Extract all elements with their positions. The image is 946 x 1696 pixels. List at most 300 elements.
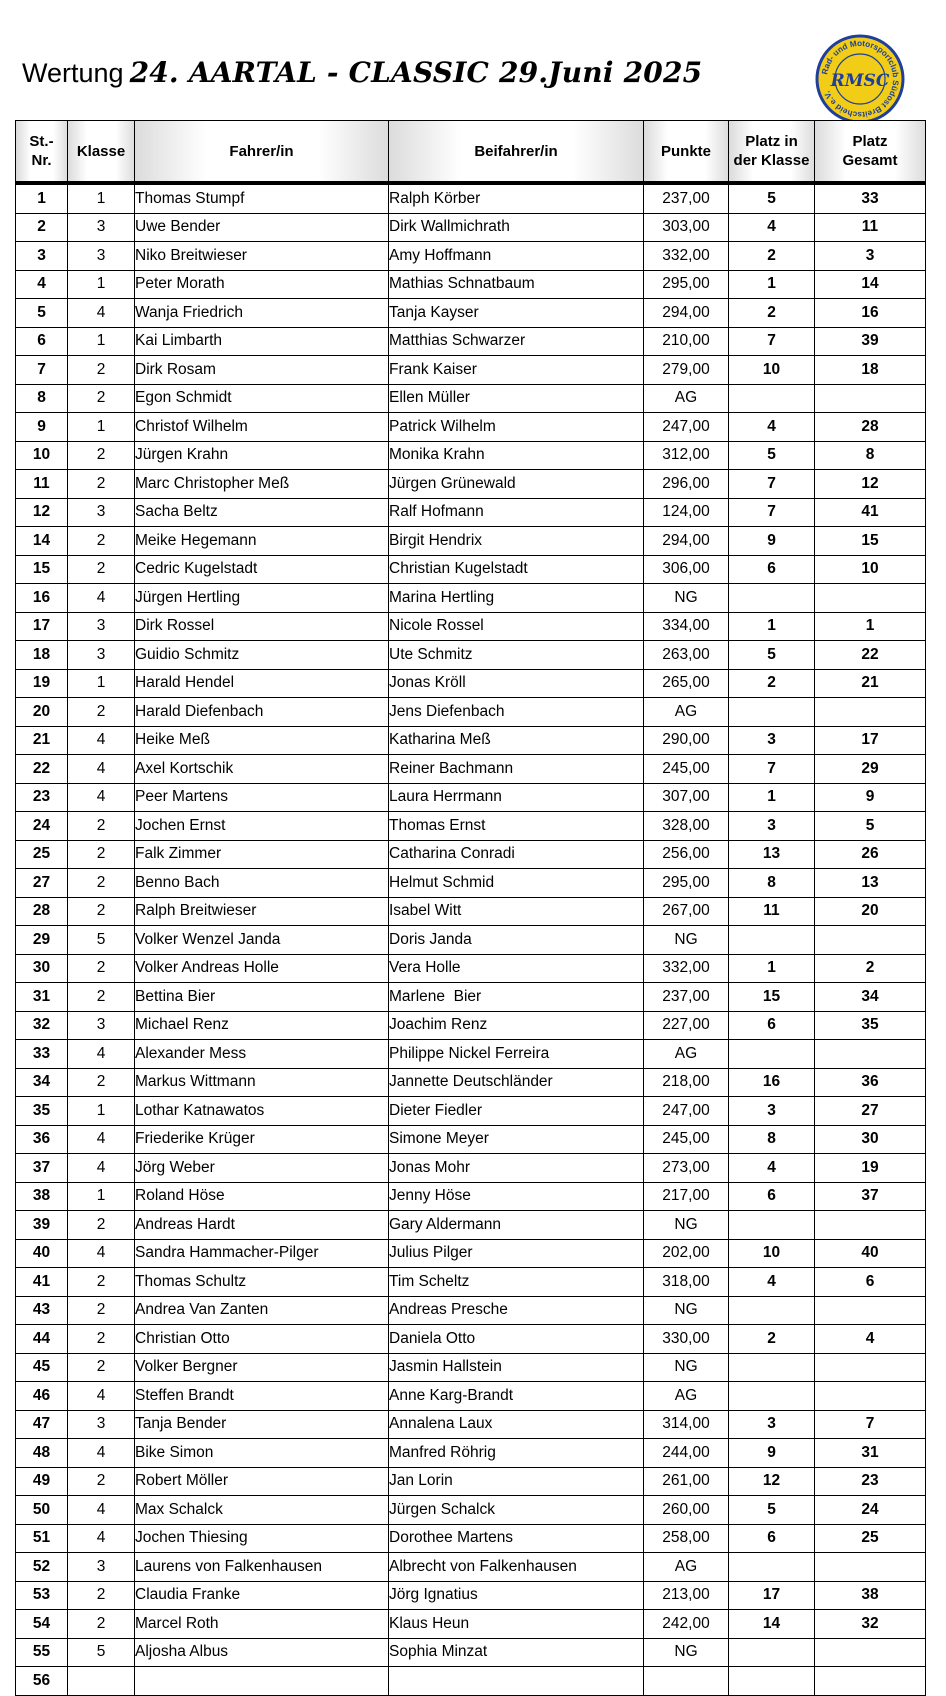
fahrer-cell: Thomas Schultz	[135, 1268, 389, 1297]
platz-klasse-cell: 2	[729, 1325, 815, 1354]
beifahrer-cell: Ute Schmitz	[389, 641, 644, 670]
punkte-cell: 332,00	[644, 954, 729, 983]
fahrer-cell	[135, 1667, 389, 1696]
beifahrer-cell	[389, 1667, 644, 1696]
platz-klasse-cell: 5	[729, 183, 815, 213]
punkte-cell: 295,00	[644, 270, 729, 299]
platz-gesamt-cell	[815, 1040, 926, 1069]
beifahrer-cell: Frank Kaiser	[389, 356, 644, 385]
platz-gesamt-cell: 27	[815, 1097, 926, 1126]
platz-klasse-cell	[729, 926, 815, 955]
start-nr-cell: 9	[16, 413, 68, 442]
beifahrer-cell: Jannette Deutschländer	[389, 1068, 644, 1097]
platz-klasse-cell: 1	[729, 954, 815, 983]
klasse-cell: 2	[68, 555, 135, 584]
klasse-cell: 3	[68, 612, 135, 641]
fahrer-cell: Aljosha Albus	[135, 1638, 389, 1667]
punkte-cell: NG	[644, 926, 729, 955]
fahrer-cell: Cedric Kugelstadt	[135, 555, 389, 584]
platz-gesamt-cell	[815, 1353, 926, 1382]
platz-klasse-cell: 9	[729, 527, 815, 556]
start-nr-cell: 53	[16, 1581, 68, 1610]
platz-klasse-cell: 13	[729, 840, 815, 869]
platz-gesamt-cell: 39	[815, 327, 926, 356]
start-nr-cell: 7	[16, 356, 68, 385]
table-row	[16, 783, 926, 812]
start-nr-cell: 18	[16, 641, 68, 670]
table-row	[16, 612, 926, 641]
header-start-nr: St.- Nr.	[16, 121, 68, 184]
table-row	[16, 498, 926, 527]
platz-klasse-cell: 17	[729, 1581, 815, 1610]
fahrer-cell: Jürgen Hertling	[135, 584, 389, 613]
platz-gesamt-cell: 14	[815, 270, 926, 299]
platz-gesamt-cell: 6	[815, 1268, 926, 1297]
platz-klasse-cell: 5	[729, 641, 815, 670]
punkte-cell: 247,00	[644, 413, 729, 442]
platz-klasse-cell	[729, 384, 815, 413]
beifahrer-cell: Christian Kugelstadt	[389, 555, 644, 584]
punkte-cell: 332,00	[644, 242, 729, 271]
fahrer-cell: Sandra Hammacher-Pilger	[135, 1239, 389, 1268]
start-nr-cell: 47	[16, 1410, 68, 1439]
punkte-cell: 294,00	[644, 299, 729, 328]
start-nr-cell: 35	[16, 1097, 68, 1126]
punkte-cell: 265,00	[644, 669, 729, 698]
start-nr-cell: 49	[16, 1467, 68, 1496]
beifahrer-cell: Jonas Mohr	[389, 1154, 644, 1183]
beifahrer-cell: Reiner Bachmann	[389, 755, 644, 784]
results-table	[15, 120, 926, 1696]
beifahrer-cell: Jens Diefenbach	[389, 698, 644, 727]
start-nr-cell: 36	[16, 1125, 68, 1154]
platz-klasse-cell: 12	[729, 1467, 815, 1496]
start-nr-cell: 12	[16, 498, 68, 527]
punkte-cell: 124,00	[644, 498, 729, 527]
platz-klasse-cell: 6	[729, 1524, 815, 1553]
table-row	[16, 1125, 926, 1154]
platz-klasse-cell: 6	[729, 555, 815, 584]
klasse-cell: 2	[68, 470, 135, 499]
table-row	[16, 698, 926, 727]
platz-klasse-cell: 2	[729, 669, 815, 698]
platz-klasse-cell: 3	[729, 1097, 815, 1126]
klasse-cell	[68, 1667, 135, 1696]
start-nr-cell: 24	[16, 812, 68, 841]
platz-gesamt-cell: 13	[815, 869, 926, 898]
punkte-cell: 202,00	[644, 1239, 729, 1268]
punkte-cell: 261,00	[644, 1467, 729, 1496]
fahrer-cell: Volker Andreas Holle	[135, 954, 389, 983]
table-row	[16, 327, 926, 356]
start-nr-cell: 31	[16, 983, 68, 1012]
klasse-cell: 4	[68, 1125, 135, 1154]
start-nr-cell: 28	[16, 897, 68, 926]
beifahrer-cell: Marina Hertling	[389, 584, 644, 613]
beifahrer-cell: Jonas Kröll	[389, 669, 644, 698]
platz-klasse-cell: 2	[729, 242, 815, 271]
platz-klasse-cell: 14	[729, 1610, 815, 1639]
punkte-cell: NG	[644, 1638, 729, 1667]
table-row	[16, 1439, 926, 1468]
beifahrer-cell: Daniela Otto	[389, 1325, 644, 1354]
klasse-cell: 4	[68, 755, 135, 784]
fahrer-cell: Falk Zimmer	[135, 840, 389, 869]
beifahrer-cell: Dirk Wallmichrath	[389, 213, 644, 242]
klasse-cell: 1	[68, 413, 135, 442]
platz-gesamt-cell: 35	[815, 1011, 926, 1040]
klasse-cell: 4	[68, 1154, 135, 1183]
start-nr-cell: 37	[16, 1154, 68, 1183]
fahrer-cell: Andrea Van Zanten	[135, 1296, 389, 1325]
start-nr-cell: 19	[16, 669, 68, 698]
punkte-cell: 294,00	[644, 527, 729, 556]
klasse-cell: 4	[68, 584, 135, 613]
platz-gesamt-cell	[815, 1296, 926, 1325]
punkte-cell: 328,00	[644, 812, 729, 841]
klasse-cell: 4	[68, 783, 135, 812]
platz-klasse-cell	[729, 1040, 815, 1069]
start-nr-cell: 23	[16, 783, 68, 812]
beifahrer-cell: Klaus Heun	[389, 1610, 644, 1639]
fahrer-cell: Tanja Bender	[135, 1410, 389, 1439]
header-klasse: Klasse	[68, 121, 135, 184]
klasse-cell: 4	[68, 1382, 135, 1411]
table-row	[16, 384, 926, 413]
platz-gesamt-cell: 33	[815, 183, 926, 213]
platz-klasse-cell: 9	[729, 1439, 815, 1468]
table-row	[16, 470, 926, 499]
table-row	[16, 1154, 926, 1183]
start-nr-cell: 52	[16, 1553, 68, 1582]
table-row	[16, 1524, 926, 1553]
table-row	[16, 1296, 926, 1325]
punkte-cell: 237,00	[644, 183, 729, 213]
start-nr-cell: 21	[16, 726, 68, 755]
platz-gesamt-cell: 41	[815, 498, 926, 527]
platz-gesamt-cell: 36	[815, 1068, 926, 1097]
beifahrer-cell: Julius Pilger	[389, 1239, 644, 1268]
fahrer-cell: Jochen Thiesing	[135, 1524, 389, 1553]
punkte-cell: 242,00	[644, 1610, 729, 1639]
table-row	[16, 1410, 926, 1439]
klasse-cell: 3	[68, 213, 135, 242]
beifahrer-cell: Doris Janda	[389, 926, 644, 955]
platz-gesamt-cell: 9	[815, 783, 926, 812]
beifahrer-cell: Nicole Rossel	[389, 612, 644, 641]
klasse-cell: 1	[68, 183, 135, 213]
fahrer-cell: Jürgen Krahn	[135, 441, 389, 470]
start-nr-cell: 29	[16, 926, 68, 955]
punkte-cell: 210,00	[644, 327, 729, 356]
platz-klasse-cell: 4	[729, 213, 815, 242]
start-nr-cell: 1	[16, 183, 68, 213]
punkte-cell: AG	[644, 1553, 729, 1582]
table-row	[16, 356, 926, 385]
header-beifahrer: Beifahrer/in	[389, 121, 644, 184]
beifahrer-cell: Gary Aldermann	[389, 1211, 644, 1240]
platz-gesamt-cell: 26	[815, 840, 926, 869]
fahrer-cell: Roland Höse	[135, 1182, 389, 1211]
table-row	[16, 954, 926, 983]
table-row	[16, 1581, 926, 1610]
beifahrer-cell: Sophia Minzat	[389, 1638, 644, 1667]
beifahrer-cell: Jürgen Schalck	[389, 1496, 644, 1525]
table-row	[16, 869, 926, 898]
table-row	[16, 926, 926, 955]
beifahrer-cell: Katharina Meß	[389, 726, 644, 755]
punkte-cell: 303,00	[644, 213, 729, 242]
platz-klasse-cell: 11	[729, 897, 815, 926]
platz-klasse-cell	[729, 1382, 815, 1411]
punkte-cell: NG	[644, 1296, 729, 1325]
table-row	[16, 1211, 926, 1240]
platz-gesamt-cell: 32	[815, 1610, 926, 1639]
fahrer-cell: Christian Otto	[135, 1325, 389, 1354]
fahrer-cell: Peter Morath	[135, 270, 389, 299]
fahrer-cell: Niko Breitwieser	[135, 242, 389, 271]
start-nr-cell: 50	[16, 1496, 68, 1525]
start-nr-cell: 54	[16, 1610, 68, 1639]
start-nr-cell: 45	[16, 1353, 68, 1382]
table-row	[16, 1068, 926, 1097]
start-nr-cell: 51	[16, 1524, 68, 1553]
fahrer-cell: Max Schalck	[135, 1496, 389, 1525]
start-nr-cell: 38	[16, 1182, 68, 1211]
platz-klasse-cell: 10	[729, 356, 815, 385]
punkte-cell: 213,00	[644, 1581, 729, 1610]
fahrer-cell: Friederike Krüger	[135, 1125, 389, 1154]
punkte-cell: AG	[644, 1382, 729, 1411]
platz-klasse-cell: 1	[729, 612, 815, 641]
punkte-cell: AG	[644, 1040, 729, 1069]
platz-gesamt-cell: 11	[815, 213, 926, 242]
table-row	[16, 1097, 926, 1126]
table-row	[16, 1325, 926, 1354]
platz-klasse-cell: 4	[729, 1268, 815, 1297]
klasse-cell: 2	[68, 1296, 135, 1325]
punkte-cell: AG	[644, 698, 729, 727]
klasse-cell: 2	[68, 954, 135, 983]
klasse-cell: 4	[68, 1239, 135, 1268]
start-nr-cell: 17	[16, 612, 68, 641]
platz-gesamt-cell	[815, 1553, 926, 1582]
beifahrer-cell: Jasmin Hallstein	[389, 1353, 644, 1382]
klasse-cell: 2	[68, 1068, 135, 1097]
start-nr-cell: 10	[16, 441, 68, 470]
platz-klasse-cell: 7	[729, 327, 815, 356]
beifahrer-cell: Monika Krahn	[389, 441, 644, 470]
punkte-cell: 245,00	[644, 1125, 729, 1154]
beifahrer-cell: Patrick Wilhelm	[389, 413, 644, 442]
beifahrer-cell: Jenny Höse	[389, 1182, 644, 1211]
beifahrer-cell: Dorothee Martens	[389, 1524, 644, 1553]
punkte-cell: 334,00	[644, 612, 729, 641]
platz-gesamt-cell	[815, 1638, 926, 1667]
platz-klasse-cell: 8	[729, 1125, 815, 1154]
header-punkte: Punkte	[644, 121, 729, 184]
fahrer-cell: Meike Hegemann	[135, 527, 389, 556]
fahrer-cell: Marc Christopher Meß	[135, 470, 389, 499]
klasse-cell: 3	[68, 1011, 135, 1040]
punkte-cell: 279,00	[644, 356, 729, 385]
table-row	[16, 555, 926, 584]
platz-klasse-cell	[729, 1638, 815, 1667]
table-row	[16, 213, 926, 242]
beifahrer-cell: Philippe Nickel Ferreira	[389, 1040, 644, 1069]
punkte-cell: 330,00	[644, 1325, 729, 1354]
platz-klasse-cell: 15	[729, 983, 815, 1012]
fahrer-cell: Benno Bach	[135, 869, 389, 898]
start-nr-cell: 16	[16, 584, 68, 613]
punkte-cell: 263,00	[644, 641, 729, 670]
punkte-cell: 256,00	[644, 840, 729, 869]
fahrer-cell: Volker Bergner	[135, 1353, 389, 1382]
platz-gesamt-cell: 10	[815, 555, 926, 584]
platz-klasse-cell: 4	[729, 413, 815, 442]
punkte-cell: 296,00	[644, 470, 729, 499]
fahrer-cell: Lothar Katnawatos	[135, 1097, 389, 1126]
beifahrer-cell: Matthias Schwarzer	[389, 327, 644, 356]
platz-klasse-cell	[729, 1211, 815, 1240]
platz-klasse-cell: 5	[729, 1496, 815, 1525]
platz-gesamt-cell: 19	[815, 1154, 926, 1183]
fahrer-cell: Harald Diefenbach	[135, 698, 389, 727]
beifahrer-cell: Albrecht von Falkenhausen	[389, 1553, 644, 1582]
table-row	[16, 1239, 926, 1268]
platz-gesamt-cell	[815, 384, 926, 413]
start-nr-cell: 30	[16, 954, 68, 983]
table-row	[16, 1040, 926, 1069]
klasse-cell: 2	[68, 384, 135, 413]
fahrer-cell: Steffen Brandt	[135, 1382, 389, 1411]
platz-klasse-cell: 3	[729, 726, 815, 755]
punkte-cell: AG	[644, 384, 729, 413]
table-row	[16, 1553, 926, 1582]
beifahrer-cell: Simone Meyer	[389, 1125, 644, 1154]
klasse-cell: 2	[68, 1211, 135, 1240]
platz-klasse-cell	[729, 584, 815, 613]
fahrer-cell: Bike Simon	[135, 1439, 389, 1468]
klasse-cell: 5	[68, 926, 135, 955]
start-nr-cell: 27	[16, 869, 68, 898]
punkte-cell: 217,00	[644, 1182, 729, 1211]
platz-gesamt-cell: 5	[815, 812, 926, 841]
punkte-cell: 258,00	[644, 1524, 729, 1553]
platz-klasse-cell: 4	[729, 1154, 815, 1183]
beifahrer-cell: Ralph Körber	[389, 183, 644, 213]
platz-gesamt-cell: 16	[815, 299, 926, 328]
platz-klasse-cell	[729, 1353, 815, 1382]
platz-gesamt-cell: 30	[815, 1125, 926, 1154]
fahrer-cell: Claudia Franke	[135, 1581, 389, 1610]
beifahrer-cell: Annalena Laux	[389, 1410, 644, 1439]
punkte-cell: 312,00	[644, 441, 729, 470]
platz-klasse-cell: 7	[729, 755, 815, 784]
platz-gesamt-cell	[815, 584, 926, 613]
fahrer-cell: Alexander Mess	[135, 1040, 389, 1069]
fahrer-cell: Andreas Hardt	[135, 1211, 389, 1240]
platz-klasse-cell: 8	[729, 869, 815, 898]
klasse-cell: 2	[68, 897, 135, 926]
klasse-cell: 2	[68, 441, 135, 470]
table-row	[16, 840, 926, 869]
fahrer-cell: Bettina Bier	[135, 983, 389, 1012]
platz-gesamt-cell: 21	[815, 669, 926, 698]
klasse-cell: 2	[68, 698, 135, 727]
fahrer-cell: Ralph Breitwieser	[135, 897, 389, 926]
klasse-cell: 2	[68, 869, 135, 898]
fahrer-cell: Harald Hendel	[135, 669, 389, 698]
punkte-cell: 314,00	[644, 1410, 729, 1439]
punkte-cell: 244,00	[644, 1439, 729, 1468]
header-fahrer: Fahrer/in	[135, 121, 389, 184]
table-row	[16, 527, 926, 556]
table-row	[16, 755, 926, 784]
start-nr-cell: 15	[16, 555, 68, 584]
fahrer-cell: Sacha Beltz	[135, 498, 389, 527]
platz-gesamt-cell: 37	[815, 1182, 926, 1211]
klasse-cell: 2	[68, 840, 135, 869]
platz-gesamt-cell: 22	[815, 641, 926, 670]
start-nr-cell: 46	[16, 1382, 68, 1411]
start-nr-cell: 8	[16, 384, 68, 413]
platz-gesamt-cell	[815, 698, 926, 727]
table-row	[16, 1268, 926, 1297]
header-prefix: Wertung	[22, 58, 124, 88]
start-nr-cell: 55	[16, 1638, 68, 1667]
platz-gesamt-cell: 3	[815, 242, 926, 271]
punkte-cell: 237,00	[644, 983, 729, 1012]
platz-klasse-cell: 6	[729, 1011, 815, 1040]
klasse-cell: 4	[68, 1524, 135, 1553]
beifahrer-cell: Jörg Ignatius	[389, 1581, 644, 1610]
table-row	[16, 299, 926, 328]
klasse-cell: 1	[68, 1097, 135, 1126]
klasse-cell: 3	[68, 641, 135, 670]
platz-klasse-cell	[729, 1296, 815, 1325]
beifahrer-cell: Amy Hoffmann	[389, 242, 644, 271]
beifahrer-cell: Ellen Müller	[389, 384, 644, 413]
beifahrer-cell: Vera Holle	[389, 954, 644, 983]
table-row	[16, 641, 926, 670]
beifahrer-cell: Catharina Conradi	[389, 840, 644, 869]
start-nr-cell: 4	[16, 270, 68, 299]
klasse-cell: 2	[68, 1353, 135, 1382]
platz-klasse-cell	[729, 698, 815, 727]
header-platz-klasse: Platz in der Klasse	[729, 121, 815, 184]
table-row	[16, 1496, 926, 1525]
start-nr-cell: 5	[16, 299, 68, 328]
start-nr-cell: 40	[16, 1239, 68, 1268]
start-nr-cell: 14	[16, 527, 68, 556]
platz-gesamt-cell: 28	[815, 413, 926, 442]
page-header	[22, 56, 702, 96]
beifahrer-cell: Ralf Hofmann	[389, 498, 644, 527]
fahrer-cell: Dirk Rossel	[135, 612, 389, 641]
klasse-cell: 1	[68, 270, 135, 299]
table-row	[16, 1638, 926, 1667]
punkte-cell: 307,00	[644, 783, 729, 812]
start-nr-cell: 33	[16, 1040, 68, 1069]
fahrer-cell: Volker Wenzel Janda	[135, 926, 389, 955]
klasse-cell: 4	[68, 299, 135, 328]
punkte-cell: 227,00	[644, 1011, 729, 1040]
klasse-cell: 3	[68, 498, 135, 527]
fahrer-cell: Thomas Stumpf	[135, 183, 389, 213]
platz-gesamt-cell: 23	[815, 1467, 926, 1496]
platz-gesamt-cell	[815, 1211, 926, 1240]
